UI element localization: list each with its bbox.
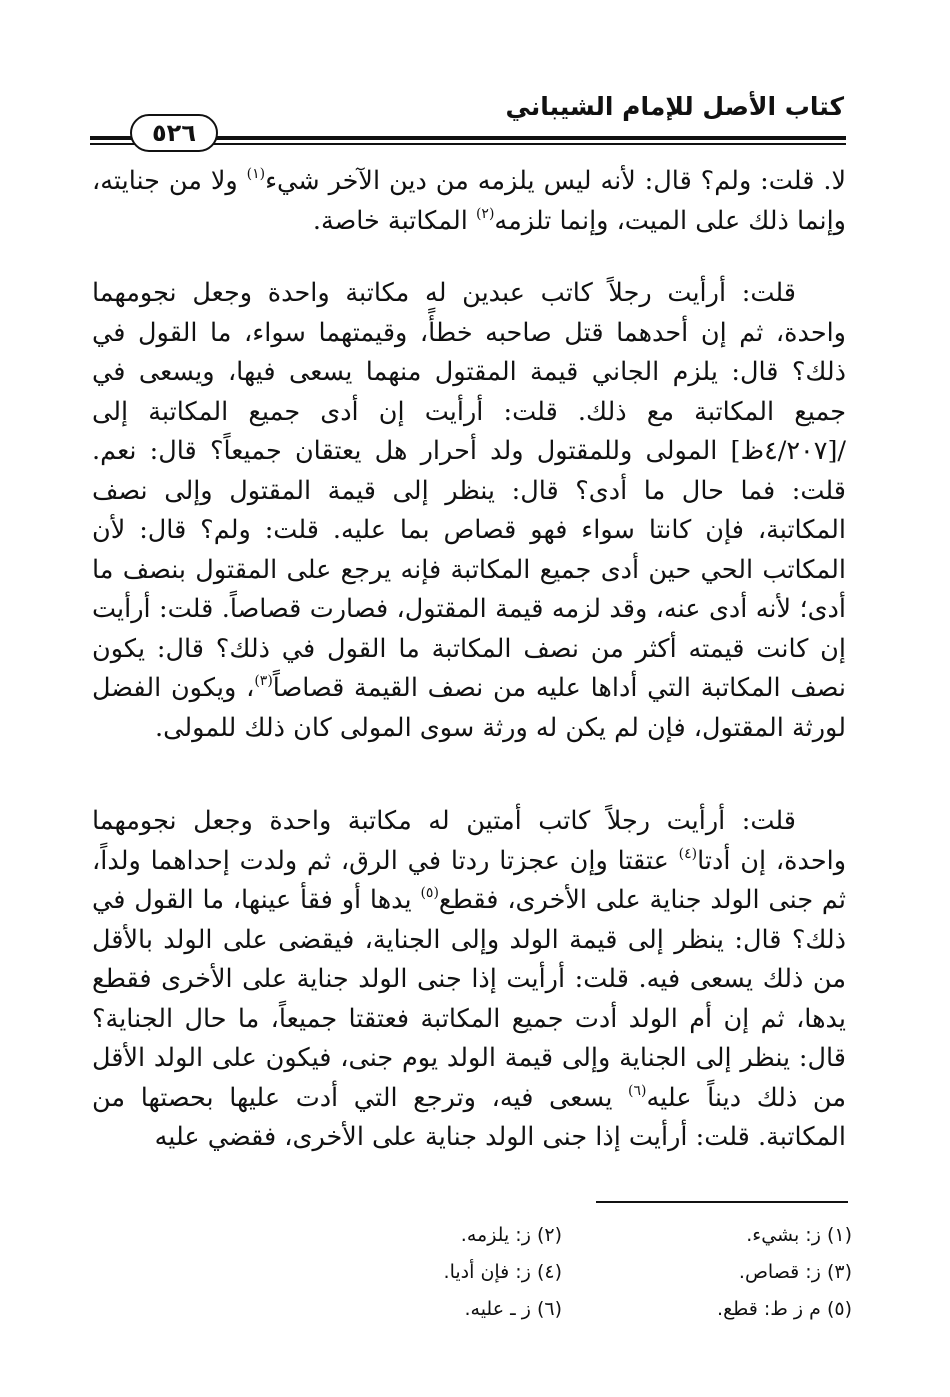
text-run: يسعى فيه، وترجع التي أدت عليها بحصتها من المكاتبة. قلت: أرأيت إذا جنى الولد جناية على الأخرى، فقضي عليه [92, 1082, 846, 1152]
text-run: ولا من جنايته، وإنما ذلك على الميت، وإنما تلزمه [92, 166, 846, 236]
footnote-number: (٣) [826, 1261, 852, 1283]
footnote-text: م ز ط: قطع. [717, 1298, 821, 1320]
footnote-separator [596, 1201, 848, 1203]
text-run: المكاتبة خاصة. [312, 205, 476, 236]
footnote-marker: (٤) [678, 845, 698, 862]
footnote-number: (٦) [536, 1298, 562, 1320]
text-run: قلت: أرأيت رجلاً كاتب عبدين له مكاتبة واحدة وجعل نجومهما واحدة، ثم إن أحدهما قتل صاحبه خطأً، وقيمتهما سواء، ما القول في ذلك؟ قال: يلزم الجاني قيمة المقتول منهما يسعى فيها، ويسعى في جميع المكاتبة مع ذلك. قلت: أرأيت إن أدى جميع المكاتبة إلى /[٤/٢٠٧ظ] المولى وللمقتول ولد أحرار هل يعتقان جميعاً؟ قال: نعم. قلت: فما حال ما أدى؟ قال: ينظر إلى قيمة المقتول وإلى نصف المكاتبة، فإن كانتا سواء فهو قصاص بما عليه. قلت: ولم؟ قال: لأن المكاتب الحي حين أدى جميع المكاتبة فإنه يرجع على المقتول بنصف ما أدى؛ لأنه أدى عنه، وقد لزمه قيمة المقتول، فصارت قصاصاً. قلت: أرأيت إن كانت قيمته أكثر من نصف المكاتبة ما القول في ذلك؟ قال: يكون نصف المكاتبة التي أداها عليه من نصف القيمة قصاصاً [92, 278, 847, 703]
footnote-number: (٥) [826, 1298, 852, 1320]
footnote-text: ز ـ عليه. [464, 1298, 531, 1320]
page-number-badge [130, 114, 218, 152]
footnote-6 [300, 1294, 562, 1324]
paragraph-3 [92, 802, 846, 1158]
text-run: ، ويكون الفضل لورثة المقتول، فإن لم يكن له ورثة سوى المولى كان ذلك للمولى. [92, 673, 846, 743]
paragraph-text [92, 274, 846, 748]
footnote-3 [562, 1257, 852, 1287]
footnote-marker: (٢) [475, 205, 495, 222]
footnote-text: ز: بشيء. [746, 1224, 821, 1246]
footnote-number: (٢) [536, 1224, 562, 1246]
footnote-marker: (٦) [628, 1082, 647, 1099]
footnote-number: (٤) [536, 1261, 562, 1283]
footnote-marker: (٥) [420, 885, 439, 901]
footnote-text: ز: يلزمه. [460, 1224, 531, 1246]
book-title: كتاب الأصل للإمام الشيباني [505, 92, 844, 121]
footnote-5 [562, 1294, 852, 1324]
footnote-number: (١) [826, 1224, 852, 1246]
footnote-marker: (١) [246, 166, 266, 182]
paragraph-text [92, 162, 846, 241]
text-run: لا. قلت: ولم؟ قال: لأنه ليس يلزمه من دين الآخر شيء [265, 166, 846, 196]
footnote-2 [300, 1220, 562, 1250]
footnotes [300, 1220, 852, 1324]
paragraph-text [92, 802, 846, 1158]
paragraph-1 [92, 162, 846, 241]
footnote-text: ز: فإن أديا. [443, 1261, 531, 1283]
text-run: يدها أو فقأ عينها، ما القول في ذلك؟ قال: ينظر إلى قيمة الولد وإلى الجناية، فيقضى على الولد بالأقل من ذلك يسعى فيه. قلت: أرأيت إذا جنى الولد جناية على الأخرى فقطع يدها، ثم إن أم الولد أدت جميع المكاتبة فعتقتا جميعاً، ما حال الجناية؟ قال: ينظر إلى الجناية وإلى قيمة الولد يوم جنى، فيكون على الولد الأقل من ذلك ديناً عليه [92, 885, 846, 1113]
page-number: ٥٢٦ [152, 119, 196, 147]
footnote-4 [300, 1257, 562, 1287]
footnote-1 [562, 1220, 852, 1250]
footnote-text: ز: قصاص. [738, 1261, 821, 1283]
footnote-marker: (٣) [254, 673, 273, 689]
paragraph-2 [92, 274, 846, 748]
text-run: قلت: أرأيت رجلاً كاتب أمتين له مكاتبة واحدة وجعل نجومهما واحدة، إن أدتا [92, 806, 847, 876]
text-run: عتقتا وإن عجزتا ردتا في الرق، ثم ولدت إحداهما ولداً، ثم جنى الولد جناية على الأخرى، فقطع [92, 845, 846, 915]
page-header [90, 92, 846, 150]
